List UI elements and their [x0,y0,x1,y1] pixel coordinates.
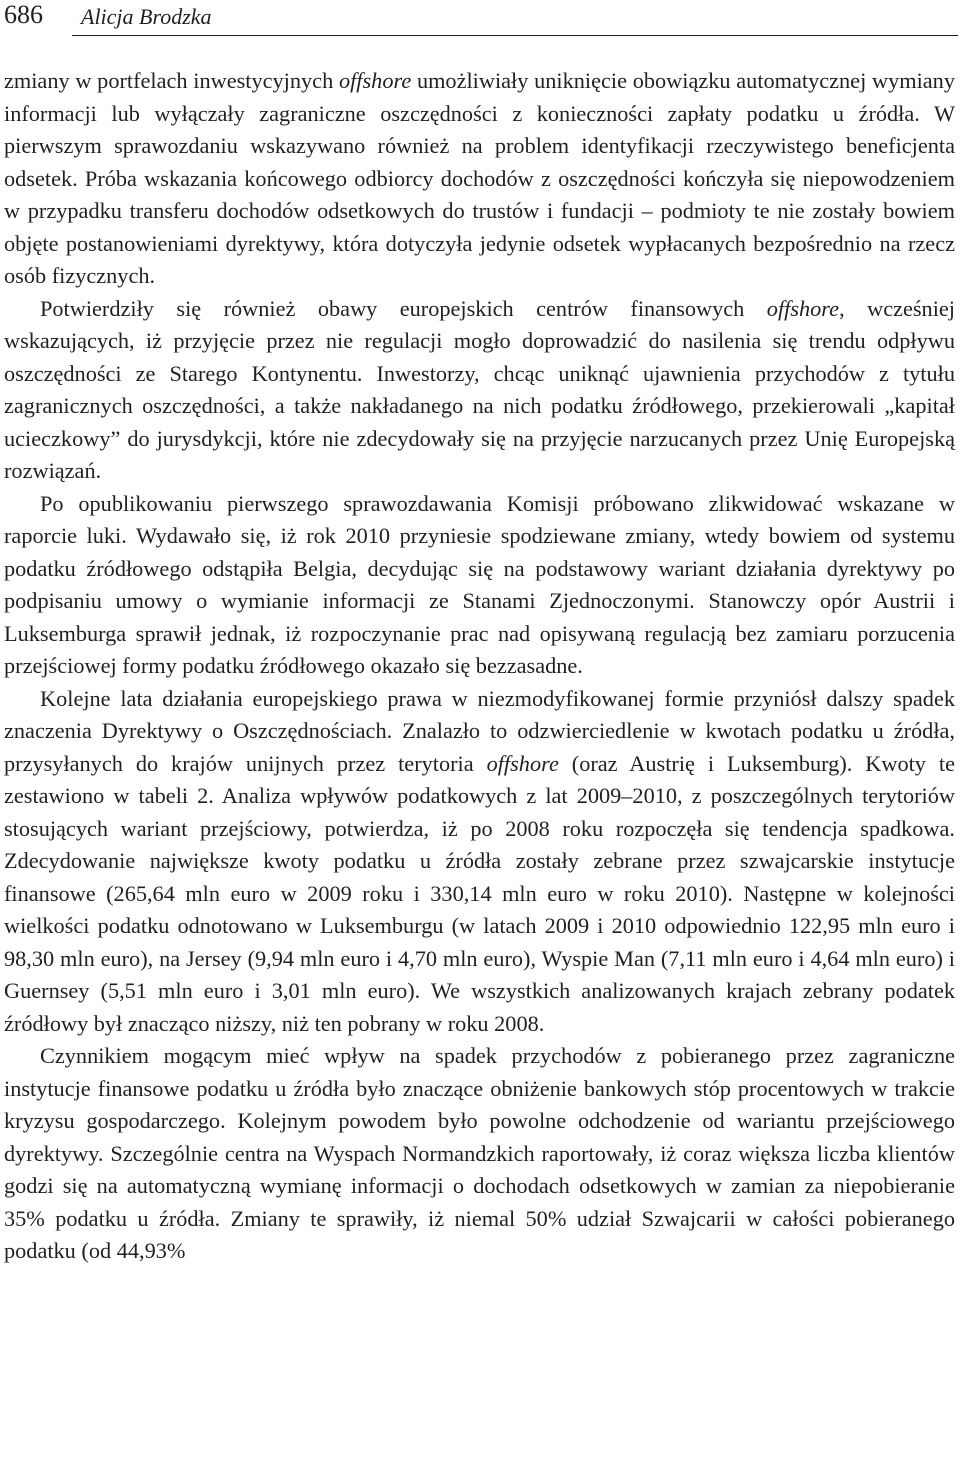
text-segment: (oraz Austrię i Luksemburg). Kwoty te zestawiono w tabeli 2. Analiza wpływów podatkowych z lat 2009–2010, z poszczególnych terytoriów stosujących wariant przejściowy, potwierdza, iż po 2008 roku rozpoczęła się tendencja spadkowa. Zdecydowanie największe kwoty podatku u źródła zostały zebrane przez szwajcarskie instytucje finansowe (265,64 mln euro w 2009 roku i 330,14 mln euro w roku 2010). Następne w kolejności wielkości podatku odnotowano w Luksemburgu (w latach 2009 i 2010 odpowiednio 122,95 mln euro i 98,30 mln euro), na Jersey (9,94 mln euro i 4,70 mln euro), Wyspie Man (7,11 mln euro i 4,64 mln euro) i Guernsey (5,51 mln euro i 3,01 mln euro). We wszystkich analizowanych krajach zebrany podatek źródłowy był znacząco niższy, niż ten pobrany w roku 2008. [4,750,955,1036]
body-text [4,65,955,1268]
italic-term: offshore [338,68,412,93]
text-segment: , wcześniej wskazujących, iż przyjęcie przez nie regulacji mogło doprowadzić do nasilenia się trendu odpływu oszczędności ze Starego Kontynentu. Inwestorzy, chcąc uniknąć ujawnienia przychodów z tytułu zagranicznych oszczędności, a także nakładanego na nich podatku źródłowego, przekierowali „kapitał ucieczkowy” do jurysdykcji, które nie zdecydowały się na przyjęcie narzucanych przez Unię Europejską rozwiązań. [4,295,955,483]
text-segment: zmiany w portfelach inwestycyjnych [4,68,339,93]
text-segment: Po opublikowaniu pierwszego sprawozdawania Komisji próbowano zlikwidować wskazane w raporcie luki. Wydawało się, iż rok 2010 przyniesie spodziewane zmiany, wtedy bowiem od systemu podatku źródłowego odstąpiła Belgia, decydując się na podstawowy wariant działania dyrektywy po podpisaniu umowy o wymianie informacji ze Stanami Zjednoczonymi. Stanowczy opór Austrii i Luksemburga sprawił jednak, iż rozpoczynanie prac nad opisywaną regulacją bez zamiaru porzucenia przejściowej formy podatku źródłowego okazało się bezzasadne. [4,490,955,678]
paragraph [4,65,955,293]
paragraph [4,683,955,1041]
text-segment: Kolejne lata działania europejskiego prawa w niezmodyfikowanej formie przyniósł dalszy spadek znaczenia Dyrektywy o Oszczędnościach. Znalazło to odzwierciedlenie w kwotach podatku u źródła, przysyłanych do krajów unijnych przez terytoria [4,685,955,776]
page-header [4,0,958,40]
italic-term: offshore [766,295,840,321]
page-number: 686 [4,0,43,29]
paragraph [4,488,955,683]
text-segment: umożliwiały uniknięcie obowiązku automatycznej wymiany informacji lub wyłączały zagraniczne oszczędności z konieczności zapłaty podatku u źródła. W pierwszym sprawozdaniu wskazywano również na problem identyfikacji rzeczywistego beneficjenta odsetek. Próba wskazania końcowego odbiorcy dochodów z oszczędności kończyła się niepowodzeniem w przypadku transferu dochodów odsetkowych do trustów i fundacji – podmioty te nie zostały bowiem objęte postanowieniami dyrektywy, która dotyczyła jedynie odsetek wypłacanych bezpośrednio na rzecz osób fizycznych. [4,68,955,288]
running-head-author: Alicja Brodzka [81,4,212,29]
header-rule [72,35,958,36]
text-segment: Czynnikiem mogącym mieć wpływ na spadek przychodów z pobieranego przez zagraniczne instytucje finansowe podatku u źródła było znaczące obniżenie bankowych stóp procentowych w trakcie kryzysu gospodarczego. Kolejnym powodem było powolne odchodzenie od wariantu przejściowego dyrektywy. Szczególnie centra na Wyspach Normandzkich raportowały, iż coraz większa liczba klientów godzi się na automatyczną wymianę informacji o dochodach odsetkowych w zamian za niepobieranie 35% podatku u źródła. Zmiany te sprawiły, iż niemal 50% udział Szwajcarii w całości pobieranego podatku (od 44,93% [4,1043,955,1263]
italic-term: offshore [486,750,559,776]
paragraph [4,1040,955,1268]
text-segment: Potwierdziły się również obawy europejskich centrów finansowych [40,295,767,321]
paragraph [4,293,955,488]
